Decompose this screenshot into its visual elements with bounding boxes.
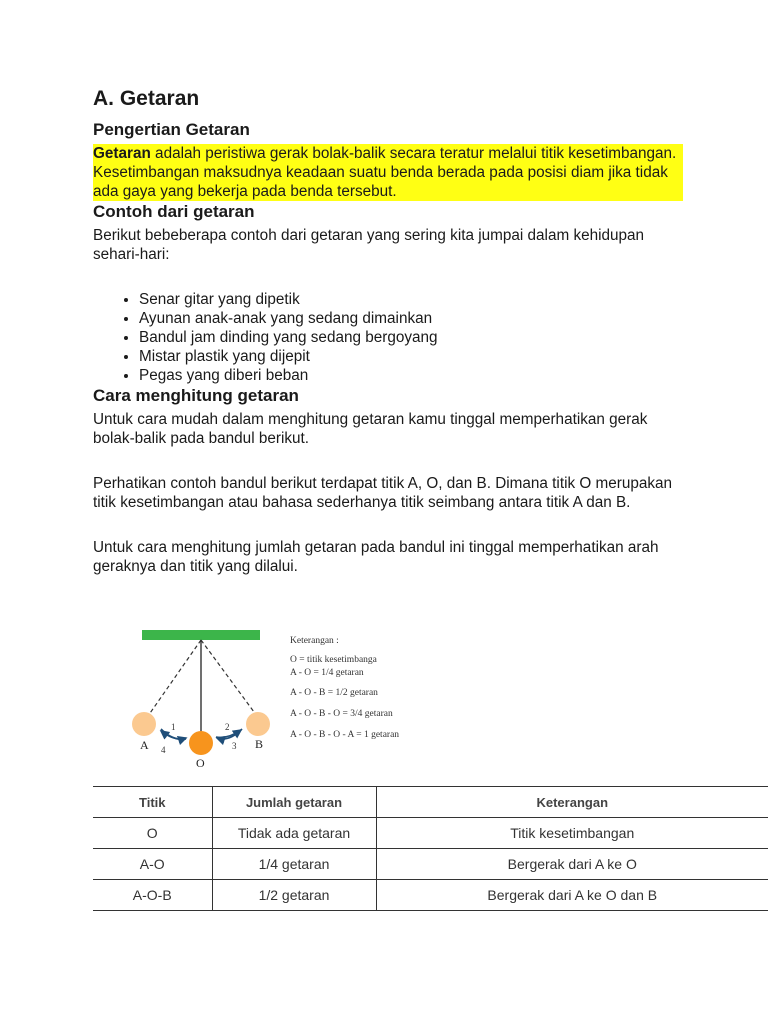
legend-line: A - O = 1/4 getaran xyxy=(290,668,364,678)
section-title-contoh: Contoh dari getaran xyxy=(93,202,255,221)
table-cell: Bergerak dari A ke O dan B xyxy=(376,880,768,911)
pendulum-diagram xyxy=(128,620,428,772)
highlighted-definition xyxy=(93,144,683,201)
arrow-label-1: 1 xyxy=(171,722,176,732)
table-header-row xyxy=(93,787,768,818)
page-title: A. Getaran xyxy=(93,87,200,110)
pendulum-string-right xyxy=(201,640,257,716)
list-item: • Mistar plastik yang dijepit xyxy=(139,347,683,366)
table-cell: Tidak ada getaran xyxy=(212,818,376,849)
bob-a xyxy=(132,712,156,736)
column-header-jumlah: Jumlah getaran xyxy=(212,787,376,818)
arrow-label-2: 2 xyxy=(225,722,230,732)
pendulum-figure xyxy=(128,620,428,772)
legend-title: Keterangan : xyxy=(290,636,339,646)
pendulum-string-left xyxy=(148,640,201,716)
list-item: • Ayunan anak-anak yang sedang dimainkan xyxy=(139,309,683,328)
point-label-a: A xyxy=(140,738,149,752)
table-cell: Bergerak dari A ke O xyxy=(376,849,768,880)
table-row xyxy=(93,880,768,911)
legend-line: A - O - B - O - A = 1 getaran xyxy=(290,730,400,740)
list-item: • Pegas yang diberi beban xyxy=(139,366,683,385)
section-title-pengertian: Pengertian Getaran xyxy=(93,120,250,139)
contoh-intro: Berikut bebeberapa contoh dari getaran yang sering kita jumpai dalam kehidupan sehari-hari: xyxy=(93,227,645,263)
legend-line: A - O - B - O = 3/4 getaran xyxy=(290,709,393,719)
table-row xyxy=(93,818,768,849)
document-page xyxy=(93,86,683,576)
cara-paragraph-3: Untuk cara menghitung jumlah getaran pada bandul ini tinggal memperhatikan arah geraknya dan titik yang dilalui. xyxy=(93,539,659,575)
table-cell: O xyxy=(93,818,212,849)
table-cell: Titik kesetimbangan xyxy=(376,818,768,849)
table-cell: 1/4 getaran xyxy=(212,849,376,880)
point-label-o: O xyxy=(196,756,205,770)
section-title-cara: Cara menghitung getaran xyxy=(93,386,299,405)
cara-paragraph-2: Perhatikan contoh bandul berikut terdapat titik A, O, dan B. Dimana titik O merupakan titik kesetimbangan atau bahasa sederhanya titik seimbang antara titik A dan B. xyxy=(93,475,673,511)
table-row xyxy=(93,849,768,880)
table-cell: 1/2 getaran xyxy=(212,880,376,911)
definition-term: Getaran xyxy=(93,145,151,162)
legend-line: A - O - B = 1/2 getaran xyxy=(290,688,378,698)
definition-text: adalah peristiwa gerak bolak-balik secara teratur melalui titik kesetimbangan. Kesetimbangan maksudnya keadaan suatu benda berada pada posisi diam jika tidak ada gaya yang bekerja pada benda tersebut. xyxy=(93,145,677,200)
point-label-b: B xyxy=(255,737,264,751)
legend-line: O = titik kesetimbanga xyxy=(290,655,377,665)
bob-o xyxy=(189,731,213,755)
arrow-label-3: 3 xyxy=(232,741,237,751)
column-header-keterangan: Keterangan xyxy=(376,787,768,818)
list-item: • Bandul jam dinding yang sedang bergoyang xyxy=(139,328,683,347)
list-item: • Senar gitar yang dipetik xyxy=(139,290,683,309)
getaran-table xyxy=(93,786,768,911)
arrow-label-4: 4 xyxy=(161,745,166,755)
pendulum-support xyxy=(142,630,260,640)
bob-b xyxy=(246,712,270,736)
table-cell: A-O-B xyxy=(93,880,212,911)
cara-paragraph-1: Untuk cara mudah dalam menghitung getaran kamu tinggal memperhatikan gerak bolak-balik pada bandul berikut. xyxy=(93,411,648,447)
table-cell: A-O xyxy=(93,849,212,880)
column-header-titik: Titik xyxy=(93,787,212,818)
contoh-list xyxy=(93,290,683,385)
